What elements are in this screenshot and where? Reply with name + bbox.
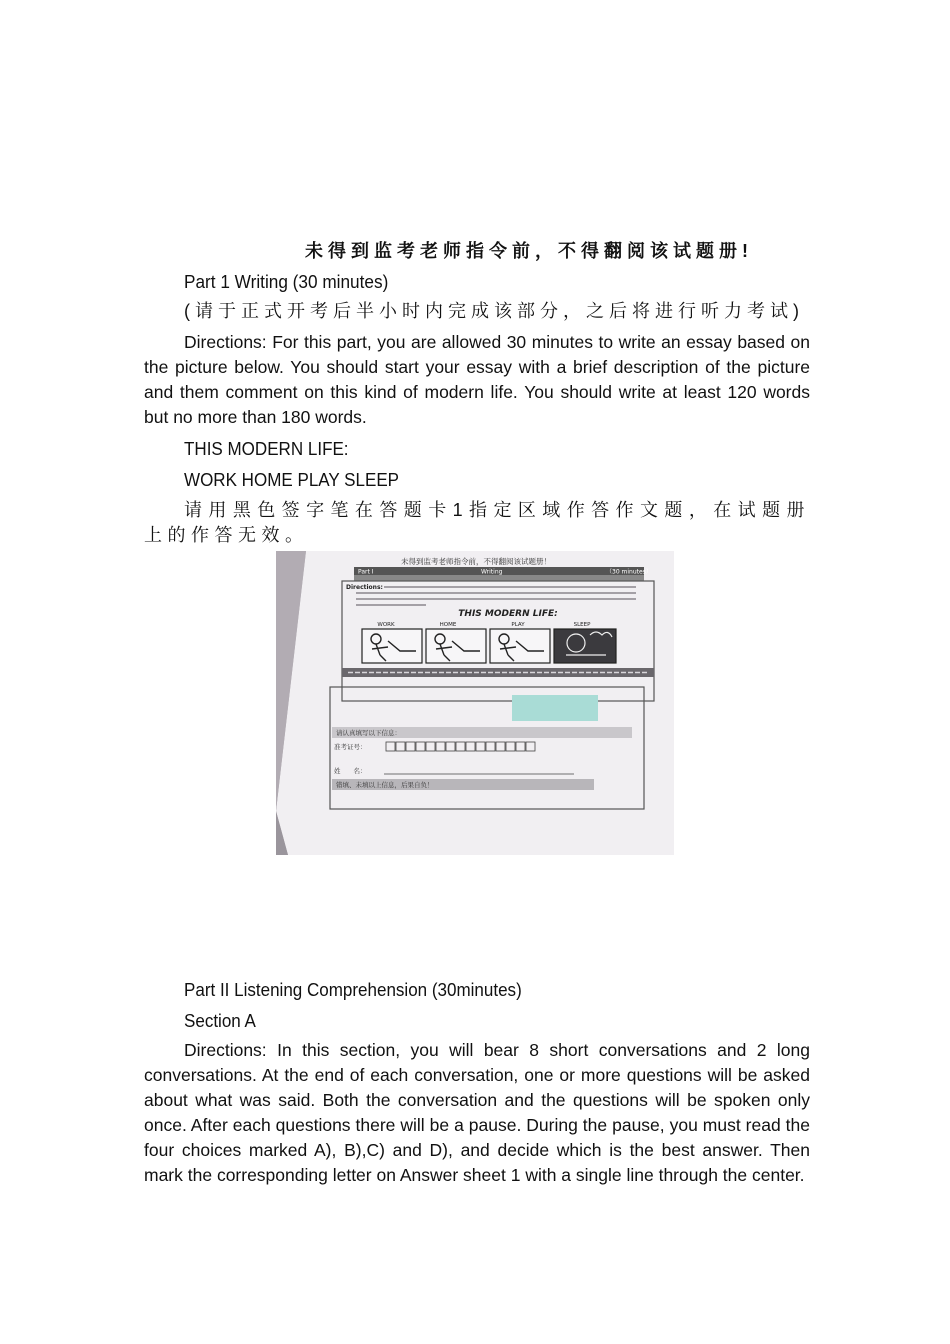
part1-title: Part 1 Writing (30 minutes) (184, 271, 389, 292)
photo-header: 未得到监考老师指令前，不得翻阅该试题册！ (401, 557, 551, 566)
exam-notice: 未得到监考老师指令前，不得翻阅该试题册! (305, 241, 753, 261)
answer-note: 请用黑色签字笔在答题卡1指定区域作答作文题，在试题册上的作答无效。 (144, 500, 810, 545)
photo-id-label: 准考证号： (334, 743, 367, 751)
photo-panel-work: WORK (377, 622, 395, 628)
photo-panel-play: PLAY (511, 622, 525, 628)
part2-directions: Directions: In this section, you will bear 8 short conversations and 2 long conversations. At the end of each conversation, one or more questions will be asked about what was said. Both the conversation and the questions will be spoken only once. After each questions there will be a pause. During the pause, you must read the four choices marked A), B),C) and D), and decide which is the best answer. Then mark the corresponding letter on Answer sheet 1 with a single line through the center. (144, 1040, 810, 1185)
photo-panel-sleep: SLEEP (573, 622, 591, 628)
essay-keywords: WORK HOME PLAY SLEEP (184, 469, 400, 490)
photo-form-heading: 请认真填写以下信息： (336, 729, 401, 737)
photo-directions-label: Directions: (346, 584, 383, 591)
photo-panel-home: HOME (439, 622, 457, 628)
photo-part-label: Part I (358, 568, 374, 576)
essay-topic: THIS MODERN LIFE: (184, 438, 349, 459)
part1-directions: Directions: For this part, you are allowed 30 minutes to write an essay based on the picture below. You should start your essay with a brief description of the picture and them comment on this kind of modern life. You should write at least 120 words but no more than 180 words. (144, 332, 810, 427)
part1-note: (请于正式开考后半小时内完成该部分，之后将进行听力考试) (184, 301, 804, 321)
exam-paper-illustration (276, 551, 674, 855)
part2-section: Section A (184, 1010, 256, 1031)
photo-section-label: Writing (481, 568, 503, 576)
photo-panel-title: THIS MODERN LIFE: (458, 609, 558, 619)
exam-paper-photo (276, 551, 674, 855)
photo-footer: 错填、未填以上信息，后果自负！ (336, 781, 434, 789)
photo-time-label: （30 minutes） (606, 568, 652, 576)
part2-title: Part II Listening Comprehension (30minutes) (184, 979, 522, 1000)
photo-name-label: 姓 名： (334, 767, 367, 775)
